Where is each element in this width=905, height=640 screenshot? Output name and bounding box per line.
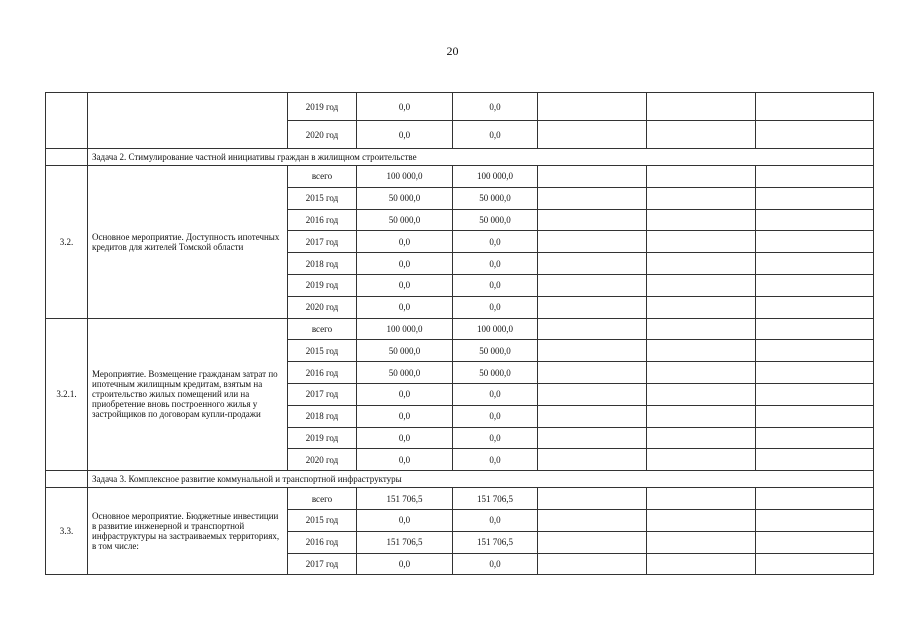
- total-amount-cell: 0,0: [357, 93, 453, 121]
- total-amount-cell: 100 000,0: [357, 166, 453, 188]
- empty-cell: [538, 509, 647, 531]
- empty-cell: [538, 187, 647, 209]
- total-amount-cell: 0,0: [357, 509, 453, 531]
- total-amount-cell: 151 706,5: [357, 531, 453, 553]
- total-amount-cell: 0,0: [357, 274, 453, 296]
- empty-cell: [756, 427, 874, 449]
- empty-cell: [538, 93, 647, 121]
- empty-cell: [538, 296, 647, 318]
- empty-cell: [647, 187, 756, 209]
- item-number-cell: 3.2.1.: [46, 318, 88, 471]
- empty-cell: [647, 553, 756, 575]
- regional-budget-cell: 50 000,0: [453, 362, 538, 384]
- empty-cell: [756, 488, 874, 510]
- empty-cell: [538, 383, 647, 405]
- regional-budget-cell: 0,0: [453, 296, 538, 318]
- empty-cell: [647, 296, 756, 318]
- empty-cell: [647, 231, 756, 253]
- empty-cell: [538, 340, 647, 362]
- empty-cell: [538, 531, 647, 553]
- regional-budget-cell: 0,0: [453, 274, 538, 296]
- empty-cell: [756, 209, 874, 231]
- empty-cell: [538, 405, 647, 427]
- empty-cell: [756, 166, 874, 188]
- table-row: [46, 166, 874, 188]
- total-amount-cell: 0,0: [357, 253, 453, 275]
- total-amount-cell: 0,0: [357, 553, 453, 575]
- empty-cell: [756, 121, 874, 149]
- empty-cell: [756, 253, 874, 275]
- total-amount-cell: 0,0: [357, 121, 453, 149]
- empty-cell: [756, 296, 874, 318]
- period-cell: 2019 год: [288, 427, 357, 449]
- empty-cell: [538, 121, 647, 149]
- regional-budget-cell: 0,0: [453, 405, 538, 427]
- empty-cell: [647, 209, 756, 231]
- empty-cell: [46, 471, 88, 488]
- empty-cell: [647, 383, 756, 405]
- empty-cell: [647, 253, 756, 275]
- empty-cell: [647, 427, 756, 449]
- regional-budget-cell: 50 000,0: [453, 187, 538, 209]
- empty-cell: [647, 405, 756, 427]
- table-row: [46, 318, 874, 340]
- period-cell: 2016 год: [288, 209, 357, 231]
- table-body: [46, 93, 874, 575]
- empty-cell: [538, 362, 647, 384]
- period-cell: всего: [288, 318, 357, 340]
- item-name-cell: [88, 93, 288, 149]
- empty-cell: [46, 149, 88, 166]
- regional-budget-cell: 0,0: [453, 509, 538, 531]
- total-amount-cell: 0,0: [357, 383, 453, 405]
- period-cell: всего: [288, 488, 357, 510]
- period-cell: 2015 год: [288, 340, 357, 362]
- empty-cell: [647, 531, 756, 553]
- empty-cell: [756, 93, 874, 121]
- item-number-cell: 3.2.: [46, 166, 88, 319]
- item-number-cell: [46, 93, 88, 149]
- task-heading: Задача 3. Комплексное развитие коммунальной и транспортной инфраструктуры: [88, 471, 874, 488]
- empty-cell: [538, 166, 647, 188]
- empty-cell: [538, 427, 647, 449]
- empty-cell: [647, 121, 756, 149]
- total-amount-cell: 50 000,0: [357, 209, 453, 231]
- empty-cell: [756, 383, 874, 405]
- page-number: 20: [446, 44, 459, 58]
- empty-cell: [538, 553, 647, 575]
- regional-budget-cell: 151 706,5: [453, 531, 538, 553]
- empty-cell: [647, 274, 756, 296]
- regional-budget-cell: 0,0: [453, 231, 538, 253]
- total-amount-cell: 50 000,0: [357, 187, 453, 209]
- task-heading: Задача 2. Стимулирование частной инициативы граждан в жилищном строительстве: [88, 149, 874, 166]
- empty-cell: [756, 231, 874, 253]
- empty-cell: [538, 449, 647, 471]
- regional-budget-cell: 0,0: [453, 449, 538, 471]
- period-cell: 2020 год: [288, 296, 357, 318]
- empty-cell: [538, 318, 647, 340]
- item-name-cell: Основное мероприятие. Бюджетные инвестиции в развитие инженерной и транспортной инфраструктуры на застраиваемых территориях, в том числе:: [88, 488, 288, 575]
- period-cell: 2019 год: [288, 93, 357, 121]
- period-cell: 2020 год: [288, 449, 357, 471]
- regional-budget-cell: 100 000,0: [453, 318, 538, 340]
- empty-cell: [647, 509, 756, 531]
- empty-cell: [756, 531, 874, 553]
- empty-cell: [756, 405, 874, 427]
- regional-budget-cell: 151 706,5: [453, 488, 538, 510]
- period-cell: 2017 год: [288, 383, 357, 405]
- period-cell: 2018 год: [288, 253, 357, 275]
- period-cell: 2018 год: [288, 405, 357, 427]
- regional-budget-cell: 0,0: [453, 553, 538, 575]
- empty-cell: [756, 340, 874, 362]
- period-cell: 2016 год: [288, 531, 357, 553]
- empty-cell: [647, 362, 756, 384]
- task-row: [46, 471, 874, 488]
- regional-budget-cell: 100 000,0: [453, 166, 538, 188]
- empty-cell: [647, 318, 756, 340]
- budget-table: [45, 92, 874, 575]
- period-cell: 2015 год: [288, 509, 357, 531]
- period-cell: 2019 год: [288, 274, 357, 296]
- total-amount-cell: 0,0: [357, 405, 453, 427]
- period-cell: всего: [288, 166, 357, 188]
- period-cell: 2020 год: [288, 121, 357, 149]
- empty-cell: [756, 274, 874, 296]
- empty-cell: [756, 449, 874, 471]
- regional-budget-cell: 0,0: [453, 383, 538, 405]
- total-amount-cell: 50 000,0: [357, 362, 453, 384]
- empty-cell: [647, 340, 756, 362]
- empty-cell: [538, 253, 647, 275]
- regional-budget-cell: 0,0: [453, 253, 538, 275]
- empty-cell: [756, 509, 874, 531]
- item-name-cell: Мероприятие. Возмещение гражданам затрат по ипотечным жилищным кредитам, взятым на строительство жилых помещений или на приобретение вновь построенного жилья у застройщиков по договорам купли-продажи: [88, 318, 288, 471]
- empty-cell: [756, 553, 874, 575]
- regional-budget-cell: 0,0: [453, 93, 538, 121]
- item-number-cell: 3.3.: [46, 488, 88, 575]
- empty-cell: [756, 362, 874, 384]
- empty-cell: [538, 209, 647, 231]
- total-amount-cell: 100 000,0: [357, 318, 453, 340]
- table-row: [46, 488, 874, 510]
- empty-cell: [647, 166, 756, 188]
- total-amount-cell: 0,0: [357, 449, 453, 471]
- regional-budget-cell: 0,0: [453, 121, 538, 149]
- regional-budget-cell: 0,0: [453, 427, 538, 449]
- item-name-cell: Основное мероприятие. Доступность ипотечных кредитов для жителей Томской области: [88, 166, 288, 319]
- regional-budget-cell: 50 000,0: [453, 209, 538, 231]
- period-cell: 2016 год: [288, 362, 357, 384]
- regional-budget-cell: 50 000,0: [453, 340, 538, 362]
- total-amount-cell: 0,0: [357, 231, 453, 253]
- table-row: [46, 93, 874, 121]
- empty-cell: [647, 449, 756, 471]
- total-amount-cell: 50 000,0: [357, 340, 453, 362]
- total-amount-cell: 0,0: [357, 427, 453, 449]
- period-cell: 2017 год: [288, 231, 357, 253]
- empty-cell: [756, 318, 874, 340]
- empty-cell: [538, 274, 647, 296]
- total-amount-cell: 151 706,5: [357, 488, 453, 510]
- empty-cell: [756, 187, 874, 209]
- empty-cell: [647, 93, 756, 121]
- empty-cell: [647, 488, 756, 510]
- task-row: [46, 149, 874, 166]
- period-cell: 2015 год: [288, 187, 357, 209]
- period-cell: 2017 год: [288, 553, 357, 575]
- total-amount-cell: 0,0: [357, 296, 453, 318]
- empty-cell: [538, 231, 647, 253]
- empty-cell: [538, 488, 647, 510]
